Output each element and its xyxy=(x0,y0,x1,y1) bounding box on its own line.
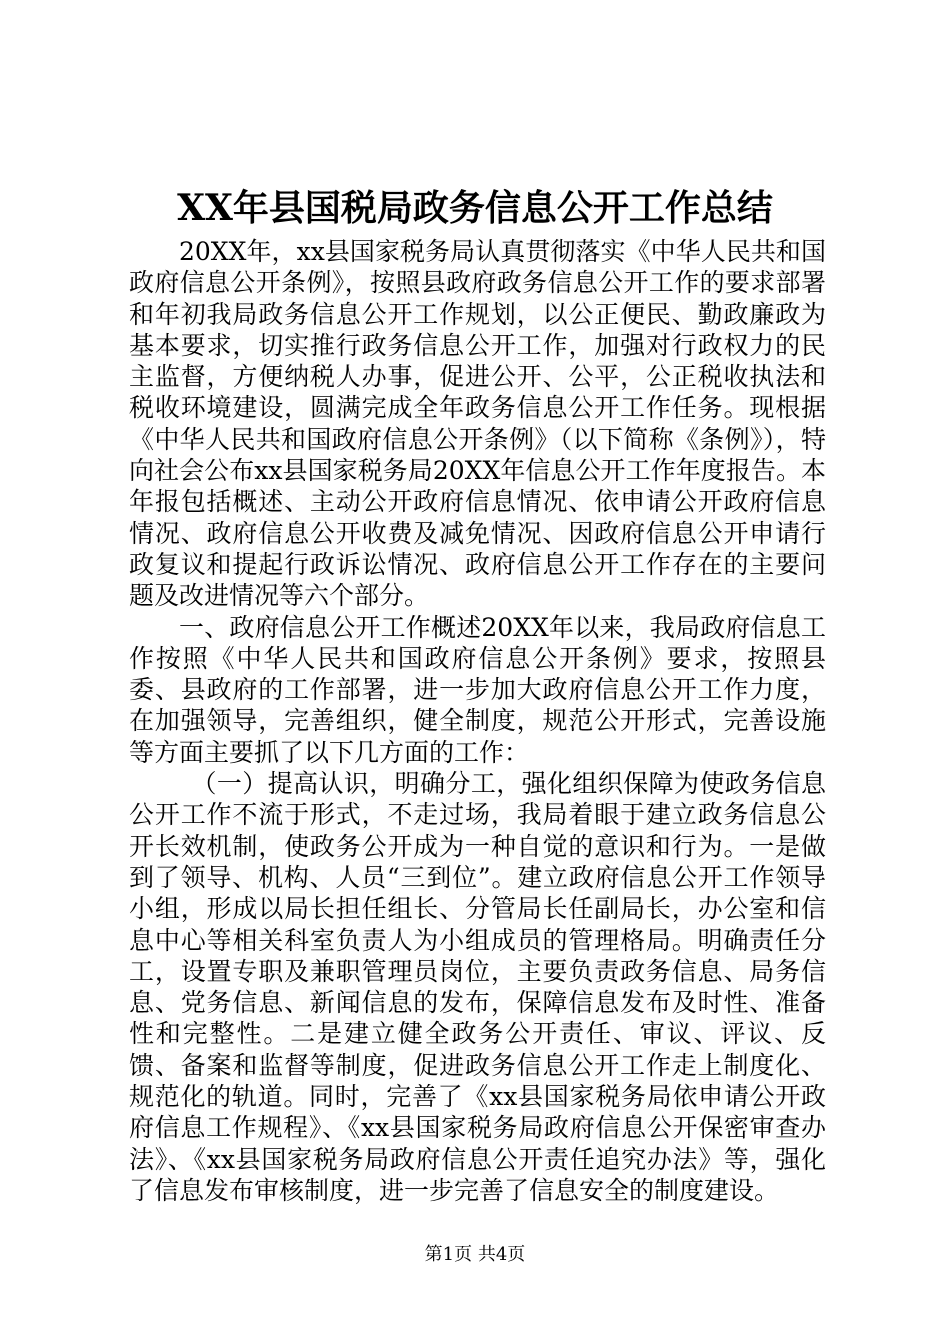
document-body xyxy=(129,236,826,1206)
paragraph-section-one: （一）提高认识，明确分工，强化组织保障为使政务信息公开工作不流于形式，不走过场，我局着眼于建立政务信息公开长效机制，使政务公开成为一种自觉的意识和行为。一是做到了领导、机构、人员“三到位”。建立政府信息公开工作领导小组，形成以局长担任组长、分管局长任副局长，办公室和信息中心等相关科室负责人为小组成员的管理格局。明确责任分工，设置专职及兼职管理员岗位，主要负责政务信息、局务信息、党务信息、新闻信息的发布，保障信息发布及时性、准备性和完整性。二是建立健全政务公开责任、审议、评议、反馈、备案和监督等制度，促进政务信息公开工作走上制度化、规范化的轨道。同时，完善了《xx县国家税务局依申请公开政府信息工作规程》、《xx县国家税务局政府信息公开保密审查办法》、《xx县国家税务局政府信息公开责任追究办法》等，强化了信息发布审核制度，进一步完善了信息安全的制度建设。 xyxy=(129,769,826,1205)
paragraph-intro: 20XX年，xx县国家税务局认真贯彻落实《中华人民共和国政府信息公开条例》，按照县政府政务信息公开工作的要求部署和年初我局政务信息公开工作规划，以公正便民、勤政廉政为基本要求，切实推行政务信息公开工作，加强对行政权力的民主监督，方便纳税人办事，促进公开、公平，公正税收执法和税收环境建设，圆满完成全年政务信息公开工作任务。现根据《中华人民共和国政府信息公开条例》（以下简称《条例》），特向社会公布xx县国家税务局20XX年信息公开工作年度报告。本年报包括概述、主动公开政府信息情况、依申请公开政府信息情况、政府信息公开收费及减免情况、因政府信息公开申请行政复议和提起行政诉讼情况、政府信息公开工作存在的主要问题及改进情况等六个部分。 xyxy=(129,237,826,611)
page-number-footer: 第1页 共4页 xyxy=(424,1244,526,1265)
paragraph-overview: 一、政府信息公开工作概述20XX年以来，我局政府信息工作按照《中华人民共和国政府信息公开条例》要求，按照县委、县政府的工作部署，进一步加大政府信息公开工作力度，在加强领导，完善组织，健全制度，规范公开形式，完善设施等方面主要抓了以下几方面的工作： xyxy=(129,612,826,767)
page-title: XX年县国税局政务信息公开工作总结 xyxy=(177,187,773,229)
